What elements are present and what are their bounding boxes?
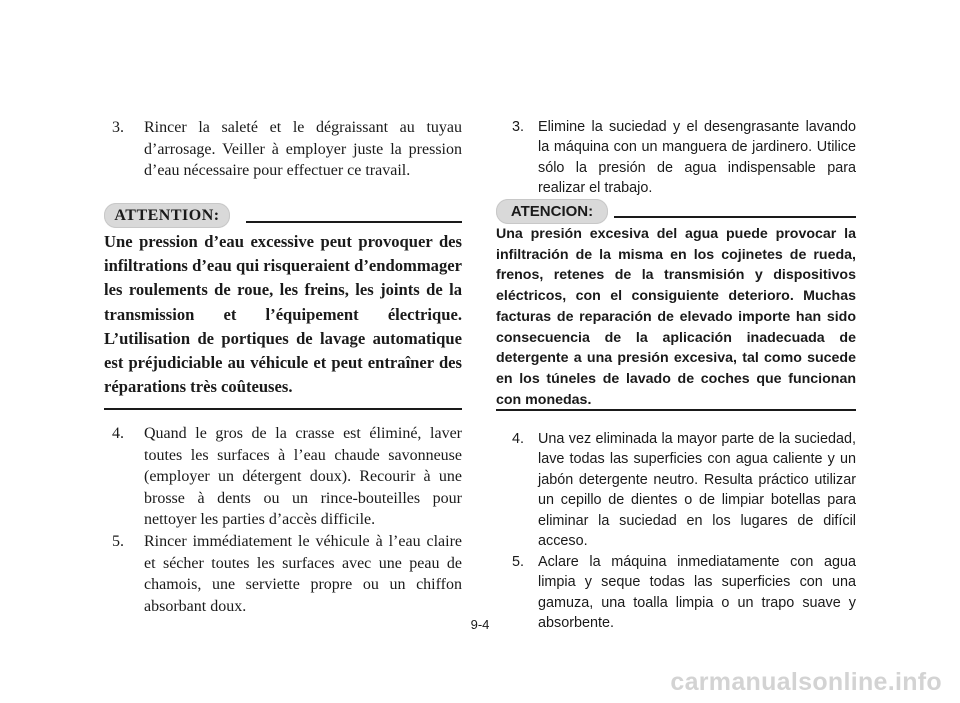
es-step-5-number: 5. [512, 554, 525, 570]
es-step-4-number: 4. [512, 431, 525, 447]
es-step-3-number: 3. [512, 119, 525, 135]
es-warning-text: Una presión excesiva del agua puede provocar la infiltración de la misma en los cojinetes de rueda, frenos, retenes de la transmisión y dispositivos eléctricos, con el consiguiente deterioro. Muchas facturas de reparación de elevado importe han sido consecuencia de la aplicación inadecuada de detergente a una presión excesiva, tal como sucede en los túneles de lavado de coches que funcionan con monedas. [496, 226, 856, 408]
es-step-5 [496, 552, 856, 634]
es-step-4-text: Una vez eliminada la mayor parte de la suciedad, lave todas las superficies con agua caliente y un jabón detergente neutro. Resulta práctico utilizar un cepillo de dientes o de limpiar botellas para eliminar la suciedad en los lugares de difícil acceso. [538, 431, 856, 550]
es-step-3-text: Elimine la suciedad y el desengrasante lavando la máquina con un manguera de jardinero. Utilice sólo la presión de agua indispensable para realizar el trabajo. [538, 119, 856, 197]
fr-step-5-text: Rincer immédiatement le véhicule à l’eau claire et sécher toutes les surfaces avec une peau de chamois, une serviette propre ou un chiffon absorbant doux. [144, 533, 462, 615]
es-step-4 [496, 429, 856, 551]
fr-warning-header-rule [246, 221, 462, 223]
fr-warning-label: ATTENTION: [104, 203, 230, 228]
page-number: 9-4 [470, 617, 490, 632]
fr-step-5-number: 5. [112, 533, 124, 550]
fr-step-3-number: 3. [112, 119, 124, 136]
es-step-3 [496, 117, 856, 199]
fr-warning-bottom-rule [104, 408, 462, 410]
watermark: carmanualsonline.info [670, 668, 942, 696]
es-step-5-text: Aclare la máquina inmediatamente con agua limpia y seque todas las superficies con una gamuza, una toalla limpia o un trapo suave y absorbente. [538, 554, 856, 632]
es-warning-header [496, 199, 856, 225]
fr-warning-header [104, 203, 462, 229]
fr-step-4 [104, 423, 462, 531]
fr-warning-text: Une pression d’eau excessive peut provoquer des infiltrations d’eau qui risqueraient d’endommager les roulements de roue, les freins, les joints de la transmission et l’équipement électrique. L’utilisation de portiques de lavage automatique est préjudiciable au véhicule et peut entraîner des réparations très coûteuses. [104, 232, 462, 397]
fr-step-5 [104, 531, 462, 617]
fr-step-3 [104, 117, 462, 182]
fr-step-3-text: Rincer la saleté et le dégraissant au tuyau d’arrosage. Veiller à employer juste la pression d’eau nécessaire pour effectuer ce travail. [144, 119, 462, 180]
es-warning-bottom-rule [496, 409, 856, 411]
fr-step-4-text: Quand le gros de la crasse est éliminé, laver toutes les surfaces à l’eau chaude savonneuse (employer un détergent doux). Recourir à une brosse à dents ou un rince-bouteilles pour nettoyer les parties d’accès difficile. [144, 425, 462, 529]
fr-step-4-number: 4. [112, 425, 124, 442]
es-warning-label: ATENCION: [496, 199, 608, 224]
es-warning-header-rule [614, 216, 856, 218]
